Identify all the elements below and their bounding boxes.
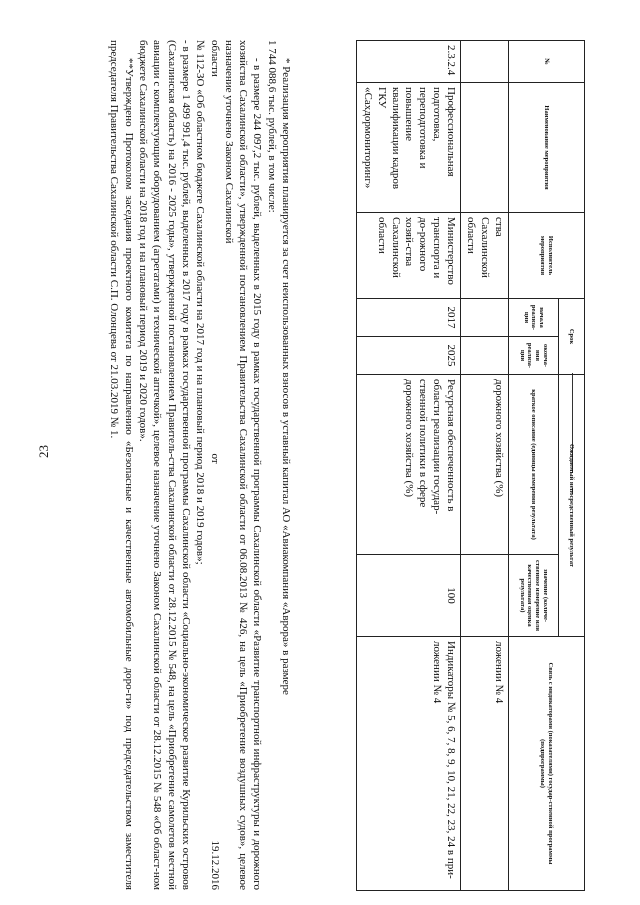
header-term-end: оконча-ния реализа-ции xyxy=(509,337,559,375)
header-link: Связь с индикаторами (показателями) государ-ственной программы (подпрограммы) xyxy=(509,637,585,891)
cell-result-value xyxy=(460,555,508,637)
header-term: Срок xyxy=(559,299,585,375)
cell-num xyxy=(460,41,508,83)
footnote-amount: 1 744 088,6 тыс. рублей, в том числе: xyxy=(265,40,278,213)
cell-name xyxy=(460,83,508,213)
cell-result-desc: Ресурсная обеспеченность в области реализации государ-ственной политики в сфере дорожного хозяйства (%) xyxy=(357,375,460,555)
rotated-page xyxy=(80,40,585,890)
cell-executor: Министерство транспорта и до-рожного хозяй-ства Сахалинской области xyxy=(357,213,460,299)
footnote-item-1: - в размере 244 097,2 тыс. рублей, выделенных в 2015 году в рамках государственной программы Сахалинской области «Развитие транспортной инфраструктуры и дорожного хозяйства Сахалинской области», утвержденной постановлением Правительства Сахалинской области от 06.08.2013 № 426, на цель «Приобретение воздушных судов», целевое назначение уточнено Законом Сахалинской xyxy=(222,40,264,890)
cell-num: 2.3.2.4 xyxy=(357,41,460,83)
cell-result-value: 100 xyxy=(357,555,460,637)
header-term-start: начала реализа-ции xyxy=(509,299,559,337)
header-result: Ожидаемый непосредственный результат xyxy=(559,375,585,637)
cell-end: 2025 xyxy=(357,337,460,375)
header-result-value: значение (количе-ственное измерение или качественная оценка результата) xyxy=(509,555,559,637)
footnote-1: * Реализация мероприятия планируется за счет неиспользованных взносов в уставный капитал АО «Авиакомпания «Аврора» в размере xyxy=(280,58,292,695)
header-executor: Исполнитель мероприятия xyxy=(509,213,585,299)
cell-start xyxy=(460,299,508,337)
cell-name: Профессиональная подготовка, переподготовка и повышение квалификации кадров ГКУ «Сахдормониторинг» xyxy=(357,83,460,213)
table-row xyxy=(357,41,460,891)
measures-table xyxy=(357,40,586,891)
footnote-law: № 112-ЗО «Об областном бюджете Сахалинской области на 2017 год и на плановый период 2018 и 2019 годов»; xyxy=(194,40,207,565)
page-number: 23 xyxy=(36,445,51,458)
header-name: Наименование мероприятия xyxy=(509,83,585,213)
footnotes xyxy=(107,40,293,890)
cell-link: Индикаторы № 5, 6, 7, 8, 9, 10, 21, 22, 23, 24 в при-ложении № 4 xyxy=(357,637,460,891)
footnote-word-from: от xyxy=(208,453,221,464)
cell-executor: ства Сахалинской области xyxy=(460,213,508,299)
footnote-word-region: области xyxy=(208,40,221,77)
cell-result-desc: дорожного хозяйства (%) xyxy=(460,375,508,555)
cell-link: ложении № 4 xyxy=(460,637,508,891)
footnote-date: 19.12.2016 xyxy=(208,840,221,890)
footnote-date-line xyxy=(207,40,221,890)
cell-start: 2017 xyxy=(357,299,460,337)
footnote-item-2: - в размере 1 499 991,4 тыс. рублей, выделенных в 2017 году в рамках государственной программы Сахалинской области «Социально-экономическое развитие Курильских островов (Сахалинская область) на 2016 - 2025 годы», утвержденной постановлением Правитель-ства Сахалинской области от 28.12.2015 № 548, на цель «Приобретение самолетов местной авиации с комплектующим оборудованием (агрегатами) и технической аптечкой», целевое назначение уточнено Законом Сахалинской области от 28.12.2015 № 548 «Об област-ном бюджете Сахалинской области на 2018 год и на плановый период 2019 и 2020 годов». xyxy=(137,40,192,890)
table-row-continuation xyxy=(460,41,508,891)
cell-end xyxy=(460,337,508,375)
header-num: № xyxy=(509,41,585,83)
footnote-2: **Утверждено Протоколом заседания проектного комитета по направлению «Безопасные и качественные автомобильные доро-ги» под председательством заместителя председателя Правительства Сахалинской области С.П. Олонцева от 21.03.2019 № 1. xyxy=(108,40,135,890)
header-result-desc: краткое описание (единицы измерения результата) xyxy=(509,375,559,555)
